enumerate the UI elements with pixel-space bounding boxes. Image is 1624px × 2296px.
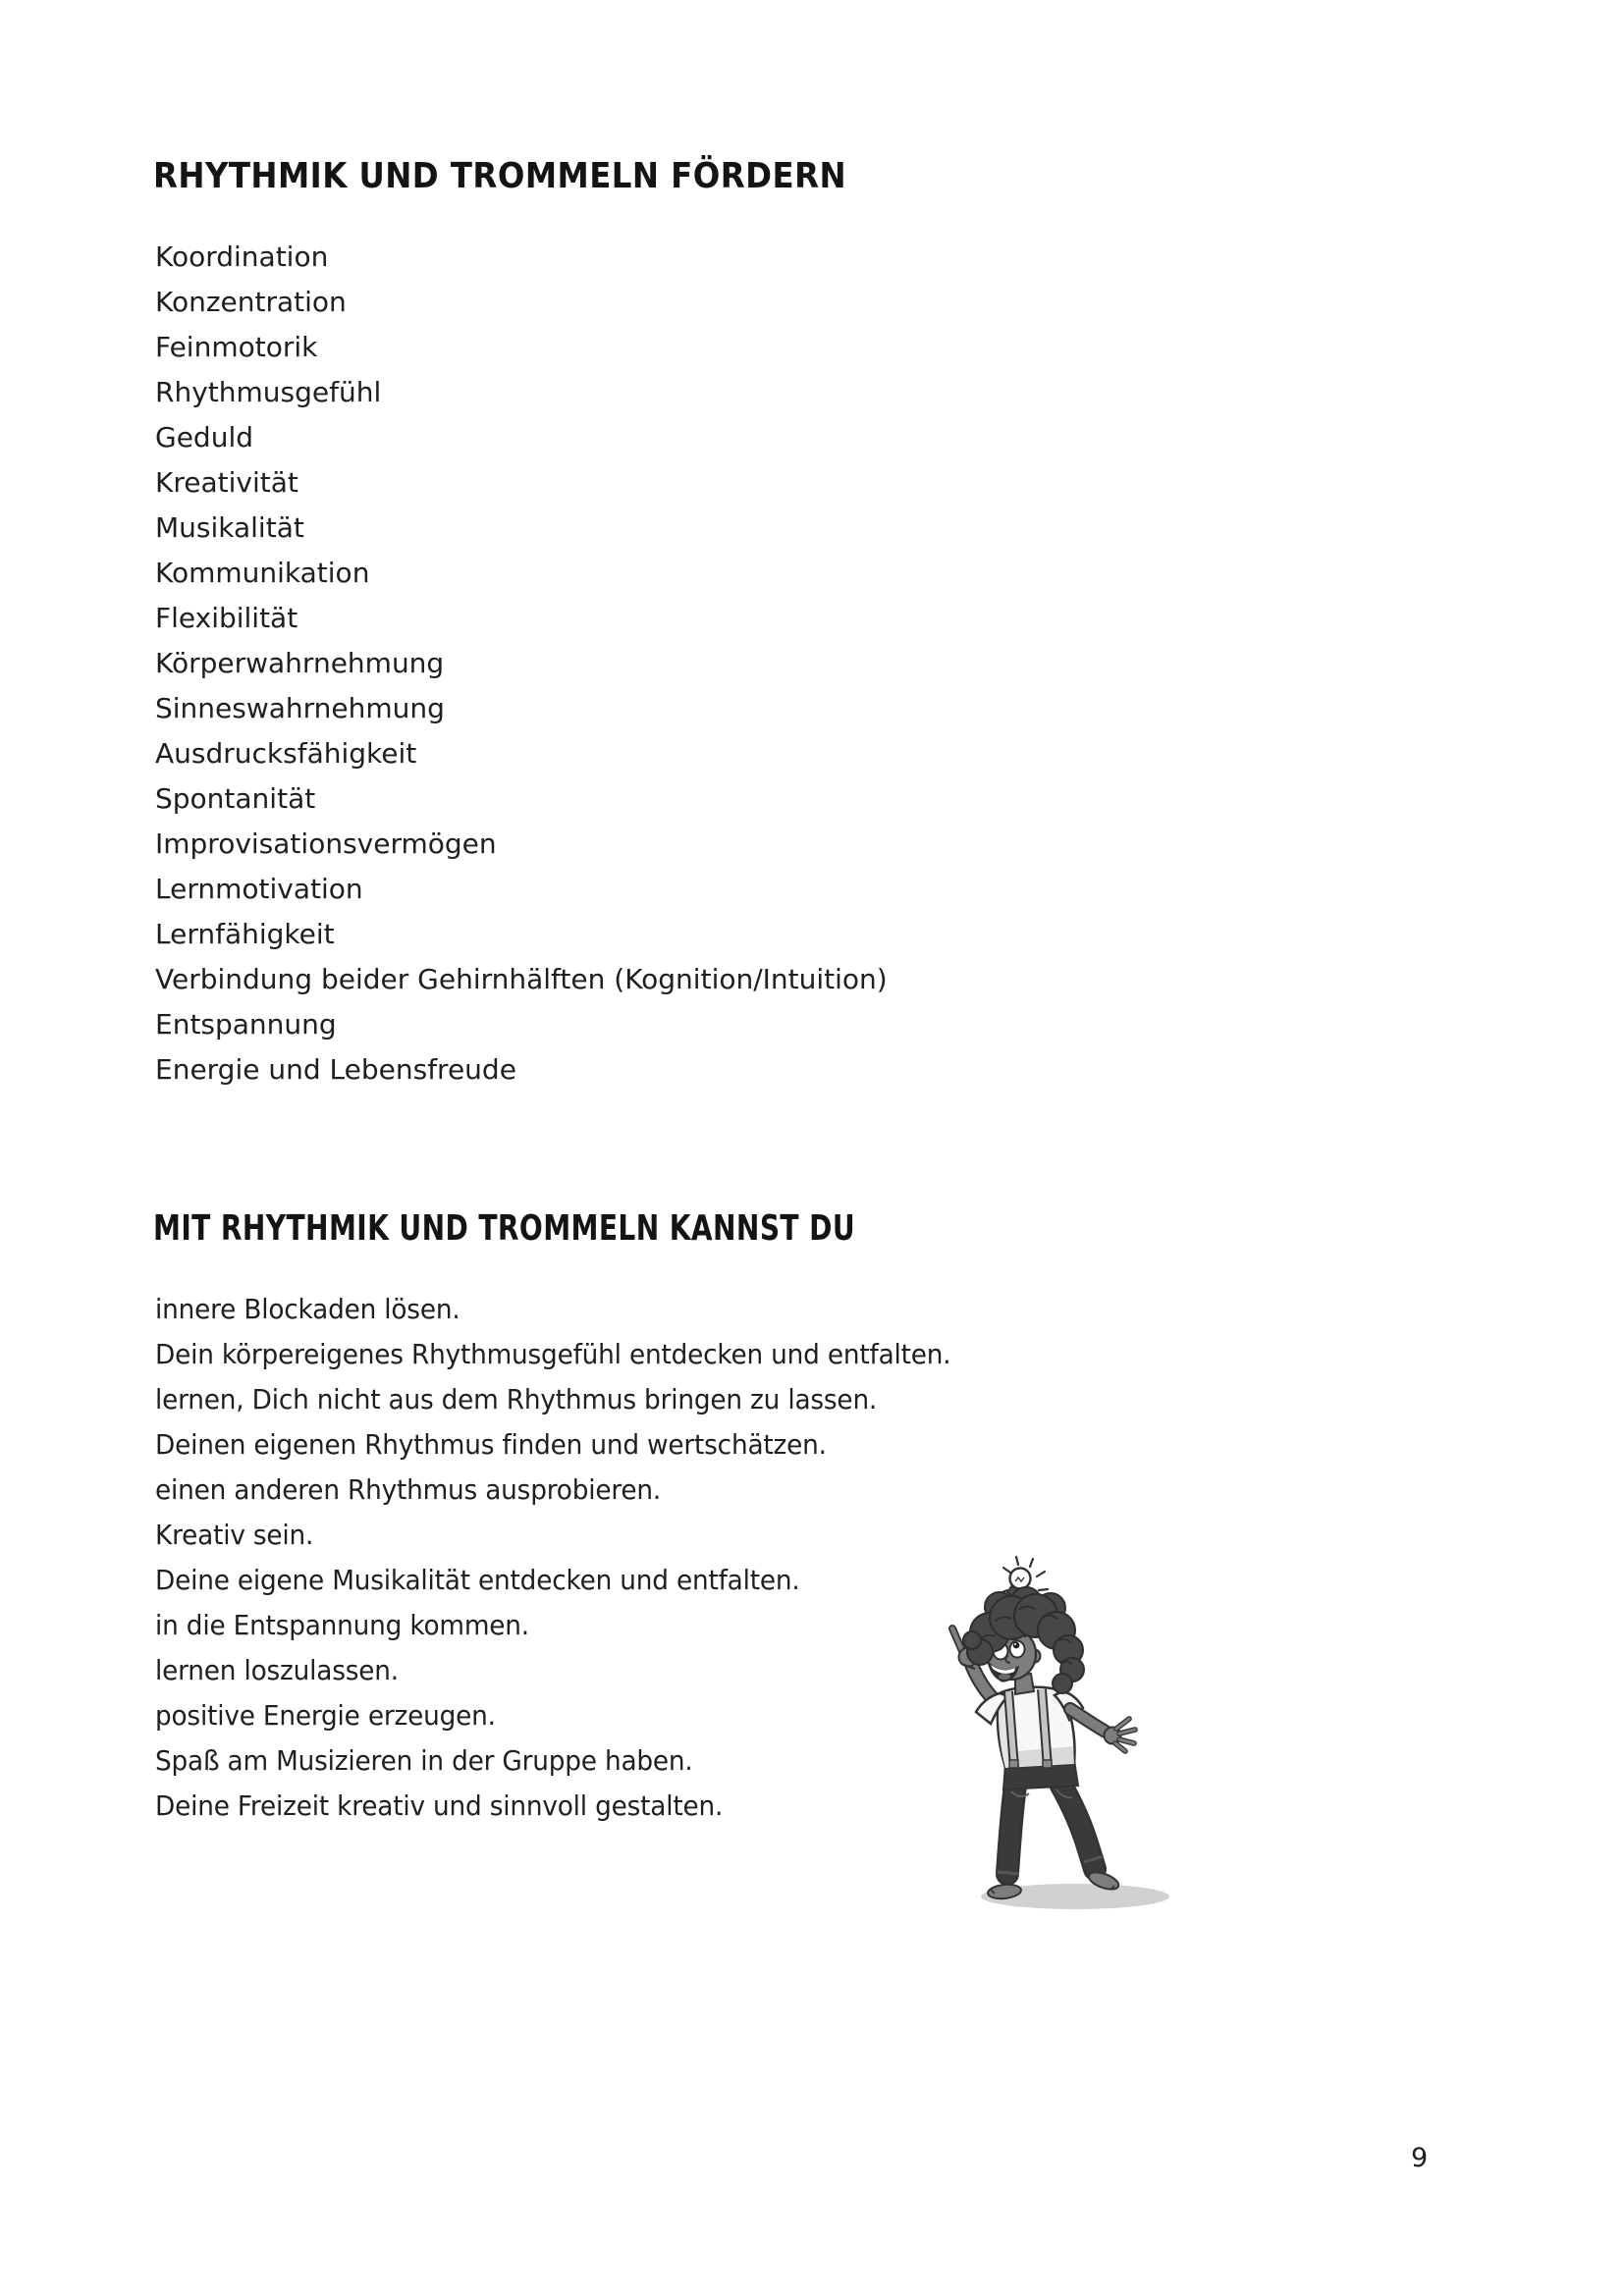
t-shirt	[976, 1687, 1083, 1768]
outcome-line: einen anderen Rhythmus ausprobieren.	[155, 1472, 662, 1506]
outcome-line: Deinen eigenen Rhythmus finden und wertschätzen.	[155, 1427, 827, 1461]
section1-heading: RHYTHMIK UND TROMMELN FÖRDERN	[153, 156, 847, 196]
benefit-item: Energie und Lebensfreude	[155, 1052, 516, 1086]
outcome-line: Kreativ sein.	[155, 1518, 314, 1551]
benefit-item: Flexibilität	[155, 601, 298, 634]
benefit-item: Entspannung	[155, 1007, 337, 1041]
benefit-item: Kreativität	[155, 465, 298, 499]
benefits-list	[155, 234, 888, 1092]
outcome-line: in die Entspannung kommen.	[155, 1608, 529, 1641]
benefit-item: Konzentration	[155, 285, 347, 318]
benefit-item: Geduld	[155, 420, 253, 454]
benefit-item: Lernfähigkeit	[155, 917, 335, 950]
benefit-item: Ausdrucksfähigkeit	[155, 736, 417, 770]
benefit-item: Lernmotivation	[155, 872, 363, 905]
section2-heading: MIT RHYTHMIK UND TROMMELN KANNST DU	[153, 1208, 856, 1249]
benefit-item: Koordination	[155, 240, 329, 273]
benefit-item: Verbindung beider Gehirnhälften (Kognition/Intuition)	[155, 962, 888, 995]
pants	[998, 1760, 1104, 1874]
child-with-idea-lightbulb-illustration	[913, 1507, 1242, 1914]
benefit-item: Spontanität	[155, 781, 316, 815]
outcome-line: positive Energie erzeugen.	[155, 1698, 496, 1732]
outcome-line: lernen loszulassen.	[155, 1653, 399, 1686]
outcome-line: innere Blockaden lösen.	[155, 1292, 460, 1325]
cartoon-kid-svg	[913, 1507, 1242, 1914]
benefit-item: Rhythmusgefühl	[155, 375, 382, 408]
extended-arm	[1070, 1709, 1135, 1751]
benefit-item: Musikalität	[155, 510, 304, 544]
outcome-line: Deine Freizeit kreativ und sinnvoll gestalten.	[155, 1789, 724, 1822]
benefit-item: Kommunikation	[155, 556, 370, 589]
outcome-line: Spaß am Musizieren in der Gruppe haben.	[155, 1743, 693, 1777]
outcome-line: lernen, Dich nicht aus dem Rhythmus bringen zu lassen.	[155, 1382, 878, 1415]
benefit-item: Körperwahrnehmung	[155, 646, 445, 679]
benefit-item: Sinneswahrnehmung	[155, 691, 445, 724]
benefit-item: Improvisationsvermögen	[155, 827, 497, 860]
outcome-line: Dein körpereigenes Rhythmusgefühl entdecken und entfalten.	[155, 1337, 951, 1370]
outcomes-list	[155, 1286, 1001, 1828]
benefit-item: Feinmotorik	[155, 330, 318, 363]
outcome-line: Deine eigene Musikalität entdecken und entfalten.	[155, 1563, 800, 1596]
page-number: 9	[1411, 2143, 1429, 2173]
